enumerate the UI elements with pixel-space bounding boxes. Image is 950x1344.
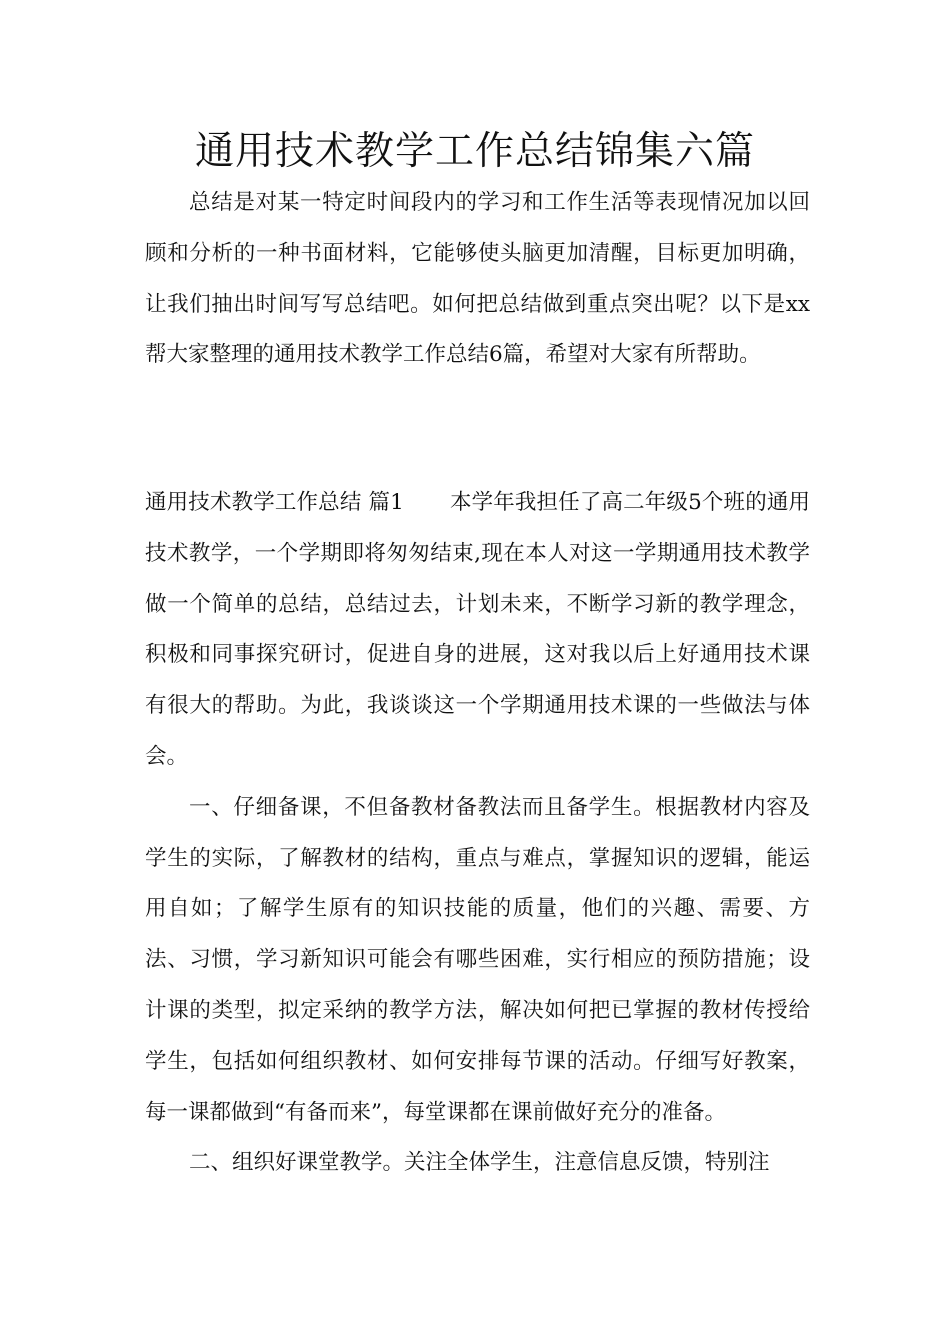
document-title: 通用技术教学工作总结锦集六篇 bbox=[194, 129, 755, 174]
section-1 bbox=[145, 478, 810, 1189]
section-1-point-1: 一、仔细备课，不但备教材备教法而且备学生。根据教材内容及学生的实际，了解教材的结构，重点与难点，掌握知识的逻辑，能运用自如；了解学生原有的知识技能的质量，他们的兴趣、需要、方法、习惯，学习新知识可能会有哪些困难，实行相应的预防措施；设计课的类型，拟定采纳的教学方法，解决如何把已掌握的教材传授给学生，包括如何组织教材、如何安排每节课的活动。仔细写好教案，每一课都做到“有备而来”，每堂课都在课前做好充分的准备。 bbox=[145, 794, 810, 1125]
intro-block bbox=[145, 178, 810, 381]
section-1-heading: 通用技术教学工作总结 篇1 bbox=[145, 490, 404, 515]
section-1-opening-text: 本学年我担任了高二年级5个班的通用技术教学，一个学期即将匆匆结束,现在本人对这一学期通用技术教学做一个简单的总结，总结过去，计划未来，不断学习新的教学理念，积极和同事探究研讨，促进自身的进展，这对我以后上好通用技术课有很大的帮助。为此，我谈谈这一个学期通用技术课的一些做法与体会。 bbox=[145, 490, 810, 769]
section-1-opening-paragraph bbox=[145, 478, 810, 783]
intro-paragraph: 总结是对某一特定时间段内的学习和工作生活等表现情况加以回顾和分析的一种书面材料，它能够使头脑更加清醒，目标更加明确，让我们抽出时间写写总结吧。如何把总结做到重点突出呢？以下是xx帮大家整理的通用技术教学工作总结6篇，希望对大家有所帮助。 bbox=[145, 190, 810, 368]
section-1-point-2: 二、组织好课堂教学。关注全体学生，注意信息反馈，特别注 bbox=[189, 1150, 770, 1176]
